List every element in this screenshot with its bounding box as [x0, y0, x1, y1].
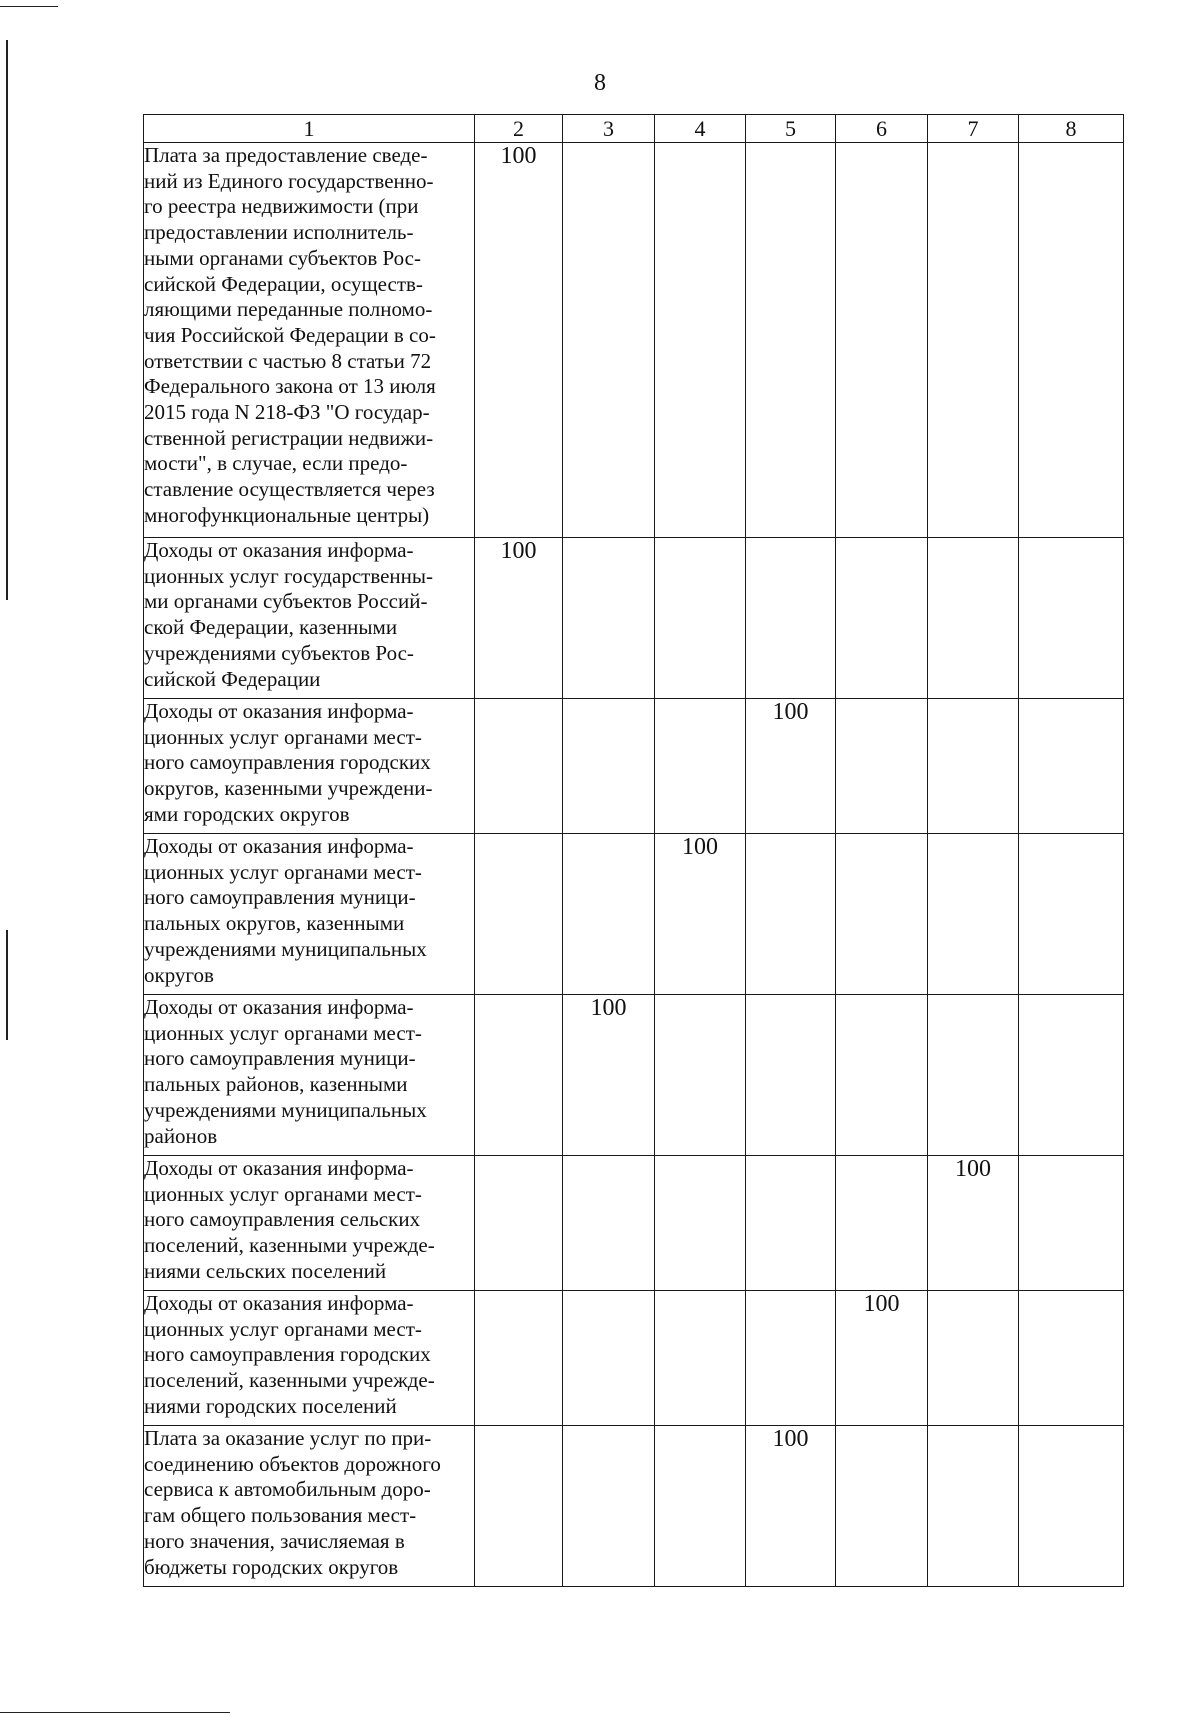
share-percent-cell-col-5: [746, 143, 836, 538]
share-percent-cell-col-4: [655, 995, 746, 1156]
header-cell-6: 6: [836, 115, 928, 143]
header-cell-8: 8: [1019, 115, 1124, 143]
share-percent-cell-col-8: [1019, 834, 1124, 995]
share-percent-cell-col-7: [928, 995, 1019, 1156]
scan-edge-mark-left-lower: [6, 930, 8, 1040]
table-header: [144, 115, 1124, 143]
page-number: 8: [594, 70, 606, 96]
share-percent-cell-col-7: [928, 143, 1019, 538]
share-percent-cell-col-3: [563, 1426, 655, 1587]
revenue-description-cell: Доходы от оказания информа- ционных услуг органами мест- ного самоуправления муници- пальных округов, казенными учреждениями муниципальных округов: [144, 834, 475, 995]
table-row: [144, 995, 1124, 1156]
share-percent-cell-col-6: [836, 834, 928, 995]
share-percent-cell-col-8: [1019, 1426, 1124, 1587]
header-row: [144, 115, 1124, 143]
share-percent-cell-col-5: 100: [746, 699, 836, 834]
share-percent-cell-col-2: [475, 834, 563, 995]
table-row: [144, 143, 1124, 538]
share-percent-cell-col-8: [1019, 143, 1124, 538]
revenue-description-cell: Доходы от оказания информа- ционных услуг органами мест- ного самоуправления городских поселений, казенными учрежде- ниями городских поселений: [144, 1291, 475, 1426]
share-percent-cell-col-4: [655, 143, 746, 538]
revenue-description-cell: Доходы от оказания информа- ционных услуг органами мест- ного самоуправления сельских поселений, казенными учрежде- ниями сельских поселений: [144, 1156, 475, 1291]
revenue-description-cell: Доходы от оказания информа- ционных услуг органами мест- ного самоуправления городских округов, казенными учреждени- ями городских округов: [144, 699, 475, 834]
share-percent-cell-col-3: [563, 538, 655, 699]
table-body: [144, 143, 1124, 1587]
share-percent-cell-col-2: 100: [475, 143, 563, 538]
revenue-description-cell: Доходы от оказания информа- ционных услуг государственны- ми органами субъектов Россий- ской Федерации, казенными учреждениями субъектов Рос- сийской Федерации: [144, 538, 475, 699]
header-cell-3: 3: [563, 115, 655, 143]
share-percent-cell-col-6: [836, 1156, 928, 1291]
share-percent-cell-col-3: [563, 699, 655, 834]
share-percent-cell-col-2: [475, 1291, 563, 1426]
scan-edge-mark-left: [6, 40, 8, 600]
share-percent-cell-col-8: [1019, 1156, 1124, 1291]
revenue-description-cell: Плата за предоставление сведе- ний из Единого государственно- го реестра недвижимости (при предоставлении исполнитель- ными органами субъектов Рос- сийской Федерации, осуществ- ляющими переданные полномо- чия Российской Федерации в со- ответствии с частью 8 статьи 72 Федерального закона от 13 июля 2015 года N 218-ФЗ "О государ- ственной регистрации недвижи- мости", в случае, если предо- ставление осуществляется через многофункциональные центры): [144, 143, 475, 538]
share-percent-cell-col-5: [746, 995, 836, 1156]
share-percent-cell-col-4: 100: [655, 834, 746, 995]
share-percent-cell-col-7: [928, 834, 1019, 995]
share-percent-cell-col-5: [746, 538, 836, 699]
table-row: [144, 1156, 1124, 1291]
share-percent-cell-col-3: [563, 143, 655, 538]
share-percent-cell-col-4: [655, 1426, 746, 1587]
share-percent-cell-col-2: [475, 699, 563, 834]
header-cell-7: 7: [928, 115, 1019, 143]
share-percent-cell-col-2: [475, 1156, 563, 1291]
share-percent-cell-col-4: [655, 1156, 746, 1291]
share-percent-cell-col-2: 100: [475, 538, 563, 699]
header-cell-4: 4: [655, 115, 746, 143]
share-percent-cell-col-6: [836, 995, 928, 1156]
share-percent-cell-col-7: [928, 538, 1019, 699]
share-percent-cell-col-8: [1019, 995, 1124, 1156]
share-percent-cell-col-2: [475, 1426, 563, 1587]
header-cell-5: 5: [746, 115, 836, 143]
share-percent-cell-col-6: 100: [836, 1291, 928, 1426]
table-row: [144, 834, 1124, 995]
share-percent-cell-col-7: [928, 1291, 1019, 1426]
header-cell-1: 1: [144, 115, 475, 143]
share-percent-cell-col-3: 100: [563, 995, 655, 1156]
table-row: [144, 1291, 1124, 1426]
share-percent-cell-col-5: 100: [746, 1426, 836, 1587]
share-percent-cell-col-3: [563, 1156, 655, 1291]
share-percent-cell-col-2: [475, 995, 563, 1156]
table-row: [144, 1426, 1124, 1587]
revenue-description-cell: Плата за оказание услуг по при- соединению объектов дорожного сервиса к автомобильным доро- гам общего пользования мест- ного значения, зачисляемая в бюджеты городских округов: [144, 1426, 475, 1587]
scan-edge-mark-top: [0, 6, 58, 7]
revenue-description-cell: Доходы от оказания информа- ционных услуг органами мест- ного самоуправления муници- пальных районов, казенными учреждениями муниципальных районов: [144, 995, 475, 1156]
scan-edge-mark-bottom: [0, 1712, 230, 1713]
share-percent-cell-col-7: [928, 1426, 1019, 1587]
share-percent-cell-col-4: [655, 699, 746, 834]
share-percent-cell-col-5: [746, 834, 836, 995]
share-percent-cell-col-8: [1019, 699, 1124, 834]
share-percent-cell-col-7: [928, 699, 1019, 834]
revenue-distribution-table: [143, 114, 1124, 1587]
share-percent-cell-col-6: [836, 699, 928, 834]
share-percent-cell-col-8: [1019, 1291, 1124, 1426]
share-percent-cell-col-6: [836, 538, 928, 699]
share-percent-cell-col-4: [655, 538, 746, 699]
share-percent-cell-col-8: [1019, 538, 1124, 699]
table-row: [144, 538, 1124, 699]
share-percent-cell-col-7: 100: [928, 1156, 1019, 1291]
share-percent-cell-col-4: [655, 1291, 746, 1426]
share-percent-cell-col-3: [563, 1291, 655, 1426]
table-row: [144, 699, 1124, 834]
share-percent-cell-col-5: [746, 1291, 836, 1426]
share-percent-cell-col-6: [836, 143, 928, 538]
share-percent-cell-col-6: [836, 1426, 928, 1587]
share-percent-cell-col-3: [563, 834, 655, 995]
share-percent-cell-col-5: [746, 1156, 836, 1291]
header-cell-2: 2: [475, 115, 563, 143]
